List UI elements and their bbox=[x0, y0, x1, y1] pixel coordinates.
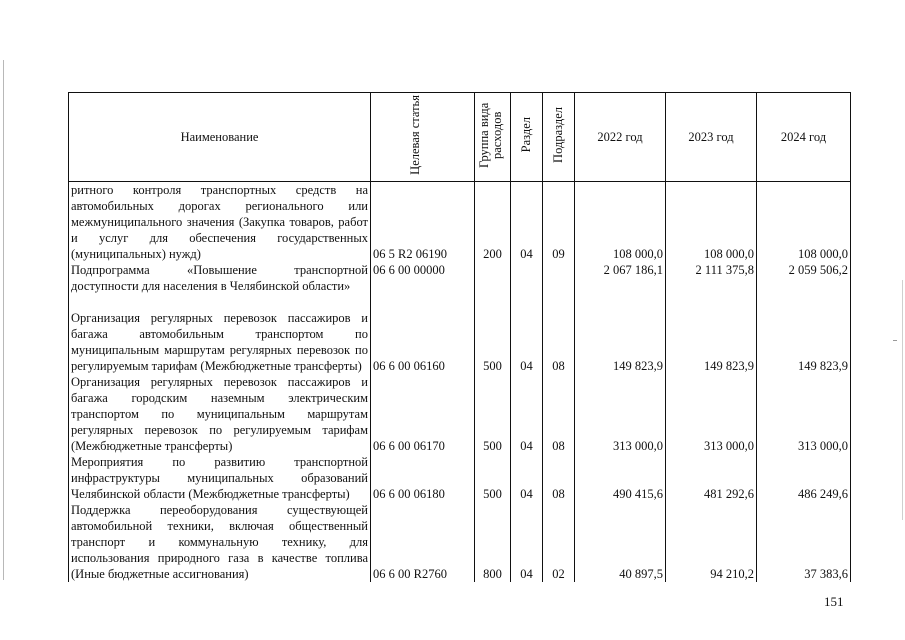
row-subsection bbox=[543, 262, 575, 294]
row-subsection: 08 bbox=[543, 454, 575, 502]
row-expense-group: 500 bbox=[475, 374, 511, 454]
row-2023: 108 000,0 bbox=[666, 182, 757, 263]
row-subsection: 08 bbox=[543, 294, 575, 374]
row-section: 04 bbox=[511, 454, 543, 502]
header-2024: 2024 год bbox=[757, 93, 851, 182]
row-subsection: 02 bbox=[543, 502, 575, 582]
row-2023: 94 210,2 bbox=[666, 502, 757, 582]
row-2024: 37 383,6 bbox=[757, 502, 851, 582]
header-section: Раздел bbox=[511, 93, 543, 182]
header-2022: 2022 год bbox=[575, 93, 666, 182]
table-row bbox=[69, 374, 851, 454]
row-name: Организация регулярных перевозок пассажиров и багажа городским наземным электрическим транспортом по муниципальным маршрутам регулярных перевозок по регулируемым тарифам (Межбюджетные трансферты) bbox=[69, 374, 371, 454]
row-target-article: 06 6 00 R2760 bbox=[371, 502, 475, 582]
row-2022: 149 823,9 bbox=[575, 294, 666, 374]
row-expense-group: 200 bbox=[475, 182, 511, 263]
row-section bbox=[511, 262, 543, 294]
row-name: Поддержка переоборудования существующей автомобильной техники, включая общественный транспорт и коммунальную технику, для использования природного газа в качестве топлива (Иные бюджетные ассигнования) bbox=[69, 502, 371, 582]
row-name: Подпрограмма «Повышение транспортной доступности для населения в Челябинской области» bbox=[69, 262, 371, 294]
header-name: Наименование bbox=[69, 93, 371, 182]
row-section: 04 bbox=[511, 182, 543, 263]
row-2023: 481 292,6 bbox=[666, 454, 757, 502]
table-row bbox=[69, 454, 851, 502]
row-target-article: 06 5 R2 06190 bbox=[371, 182, 475, 263]
row-target-article: 06 6 00 00000 bbox=[371, 262, 475, 294]
row-2023: 149 823,9 bbox=[666, 294, 757, 374]
row-name: ритного контроля транспортных средств на автомобильных дорогах регионального или межмуниципального значения (Закупка товаров, работ и услуг для обеспечения государственных (муниципальных) нужд) bbox=[69, 182, 371, 263]
row-section: 04 bbox=[511, 374, 543, 454]
row-2023: 313 000,0 bbox=[666, 374, 757, 454]
scan-edge-line bbox=[3, 60, 4, 580]
budget-table bbox=[68, 92, 851, 582]
table-row bbox=[69, 182, 851, 263]
header-target-article: Целевая статья bbox=[371, 93, 475, 182]
row-subsection: 09 bbox=[543, 182, 575, 263]
row-expense-group: 800 bbox=[475, 502, 511, 582]
row-2022: 108 000,0 bbox=[575, 182, 666, 263]
header-subsection: Подраздел bbox=[543, 93, 575, 182]
table-row bbox=[69, 502, 851, 582]
table-header-row bbox=[69, 93, 851, 182]
row-2024: 108 000,0 bbox=[757, 182, 851, 263]
row-target-article: 06 6 00 06160 bbox=[371, 294, 475, 374]
row-2024: 2 059 506,2 bbox=[757, 262, 851, 294]
row-subsection: 08 bbox=[543, 374, 575, 454]
row-section: 04 bbox=[511, 294, 543, 374]
row-2023: 2 111 375,8 bbox=[666, 262, 757, 294]
table-row bbox=[69, 262, 851, 294]
row-2024: 486 249,6 bbox=[757, 454, 851, 502]
row-2022: 313 000,0 bbox=[575, 374, 666, 454]
row-target-article: 06 6 00 06170 bbox=[371, 374, 475, 454]
row-2022: 490 415,6 bbox=[575, 454, 666, 502]
scan-edge-line bbox=[902, 280, 903, 520]
row-expense-group: 500 bbox=[475, 454, 511, 502]
header-expense-group: Группа вида расходов bbox=[475, 93, 511, 182]
row-name: Мероприятия по развитию транспортной инфраструктуры муниципальных образований Челябинской области (Межбюджетные трансферты) bbox=[69, 454, 371, 502]
row-2024: 149 823,9 bbox=[757, 294, 851, 374]
row-name: Организация регулярных перевозок пассажиров и багажа автомобильным транспортом по муниципальным маршрутам регулярных перевозок по регулируемым тарифам (Межбюджетные трансферты) bbox=[69, 294, 371, 374]
row-2022: 40 897,5 bbox=[575, 502, 666, 582]
row-2022: 2 067 186,1 bbox=[575, 262, 666, 294]
page-number: 151 bbox=[824, 594, 844, 609]
row-section: 04 bbox=[511, 502, 543, 582]
table-row bbox=[69, 294, 851, 374]
row-target-article: 06 6 00 06180 bbox=[371, 454, 475, 502]
row-2024: 313 000,0 bbox=[757, 374, 851, 454]
header-2023: 2023 год bbox=[666, 93, 757, 182]
scan-mark bbox=[893, 340, 897, 341]
row-expense-group bbox=[475, 262, 511, 294]
row-expense-group: 500 bbox=[475, 294, 511, 374]
